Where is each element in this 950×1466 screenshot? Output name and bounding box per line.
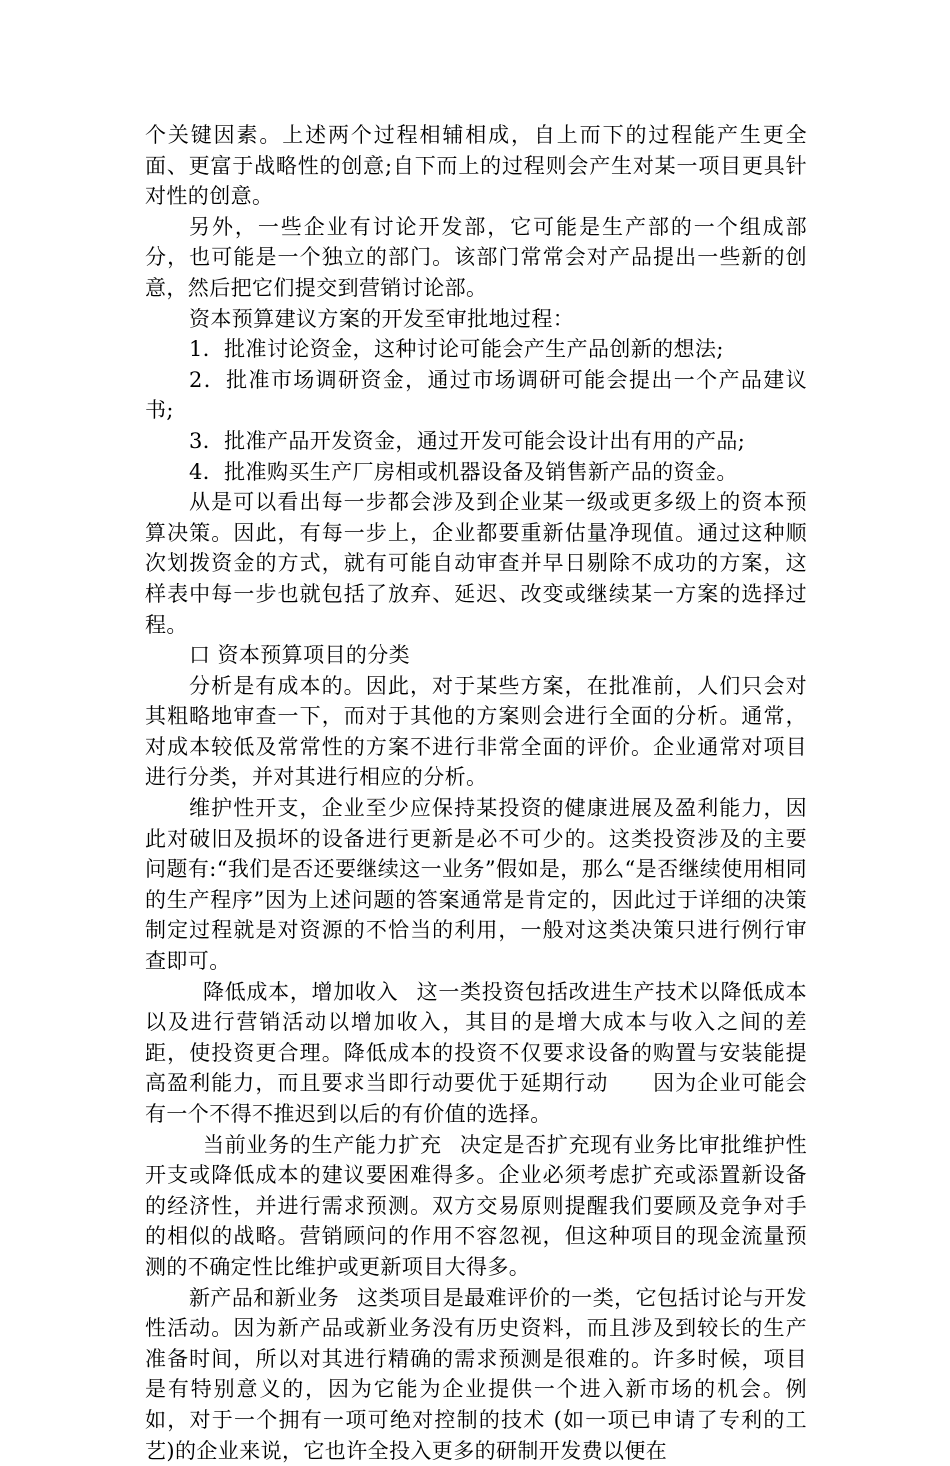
paragraph-12-part1: 这一类投资包括改进生产技术以降低成本以及进行营销活动以增加收入，其目的是增大成本与收入之间的差距，使投资更合理。降低成本的投资不仅要求设备的购置与安装能提高盈利能力，而且要求当即行动要优于延期行动 (145, 979, 808, 1096)
paragraph-13-lead: 当前业务的生产能力扩充 (203, 1132, 442, 1157)
paragraph-2: 另外，一些企业有讨论开发部，它可能是生产部的一个组成部分，也可能是一个独立的部门。该部门常常会对产品提出一些新的创意，然后把它们提交到营销讨论部。 (145, 214, 807, 300)
list-item-3: 3．批准产品开发资金，通过开发可能会设计出有用的产品; (189, 428, 746, 453)
paragraph-8: 从是可以看出每一步都会涉及到企业某一级或更多级上的资本预算决策。因此，有每一步上，企业都要重新估量净现值。通过这种顺次划拨资金的方式，就有可能自动审查并早日剔除不成功的方案，这样表中每一步也就包括了放弃、延迟、改变或继续某一方案的选择过程。 (145, 490, 807, 637)
list-item-1: 1．批准讨论资金，这种讨论可能会产生产品创新的想法; (189, 337, 724, 362)
paragraph-12-lead: 降低成本，增加收入 (203, 979, 399, 1004)
paragraph-12 (145, 977, 807, 1130)
list-item-4: 4．批准购买生产厂房相或机器设备及销售新产品的资金。 (189, 459, 738, 484)
paragraph-14-body: 这类项目是最难评价的一类，它包括讨论与开发性活动。因为新产品或新业务没有历史资料，而且涉及到较长的生产准备时间，所以对其进行精确的需求预测是很难的。许多时候，项目是有特别意义的，因为它能为企业提供一个进入新市场的机会。例如，对于一个拥有一项可绝对控制的技术 (如一项已申请了专利的工艺)的企业来说，它也许全投入更多的研制开发费以便在 (145, 1285, 807, 1463)
paragraph-3: 资本预算建议方案的开发至审批地过程： (189, 306, 575, 331)
paragraph-12-part2: 因为企业可能会有一个不得不推迟到以后的有价值的选择。 (145, 1071, 807, 1126)
paragraph-14-lead: 新产品和新业务 (189, 1285, 339, 1310)
paragraph-13-body: 决定是否扩充现有业务比审批维护性开支或降低成本的建议要困难得多。企业必须考虑扩充或添置新设备的经济性，并进行需求预测。双方交易原则提醒我们要顾及竞争对手的相似的战略。营销顾问的作用不容忽视，但这种项目的现金流量预测的不确定性比维护或更新项目大得多。 (145, 1132, 808, 1279)
paragraph-14 (145, 1283, 807, 1466)
paragraph-1: 个关键因素。上述两个过程相辅相成，自上而下的过程能产生更全面、更富于战略性的创意;自下而上的过程则会产生对某一项目更具针对性的创意。 (145, 123, 807, 209)
section-heading: 口 资本预算项目的分类 (189, 643, 411, 668)
paragraph-10: 分析是有成本的。因此，对于某些方案，在批准前，人们只会对其粗略地审查一下，而对于其他的方案则会进行全面的分析。通常，对成本较低及常常性的方案不进行非常全面的评价。企业通常对项目进行分类，并对其进行相应的分析。 (145, 673, 807, 790)
paragraph-13 (145, 1130, 807, 1283)
document-page (145, 120, 807, 1466)
paragraph-11: 维护性开支，企业至少应保持某投资的健康进展及盈利能力，因此对破旧及损坏的设备进行更新是必不可少的。这类投资涉及的主要问题有:“我们是否还要继续这一业务”假如是，那么“是否继续使用相同的生产程序”因为上述问题的答案通常是肯定的，因此过于详细的决策制定过程就是对资源的不恰当的利用，一般对这类决策只进行例行审查即可。 (145, 796, 807, 974)
list-item-2: 2．批准市场调研资金，通过市场调研可能会提出一个产品建议书; (145, 367, 807, 423)
